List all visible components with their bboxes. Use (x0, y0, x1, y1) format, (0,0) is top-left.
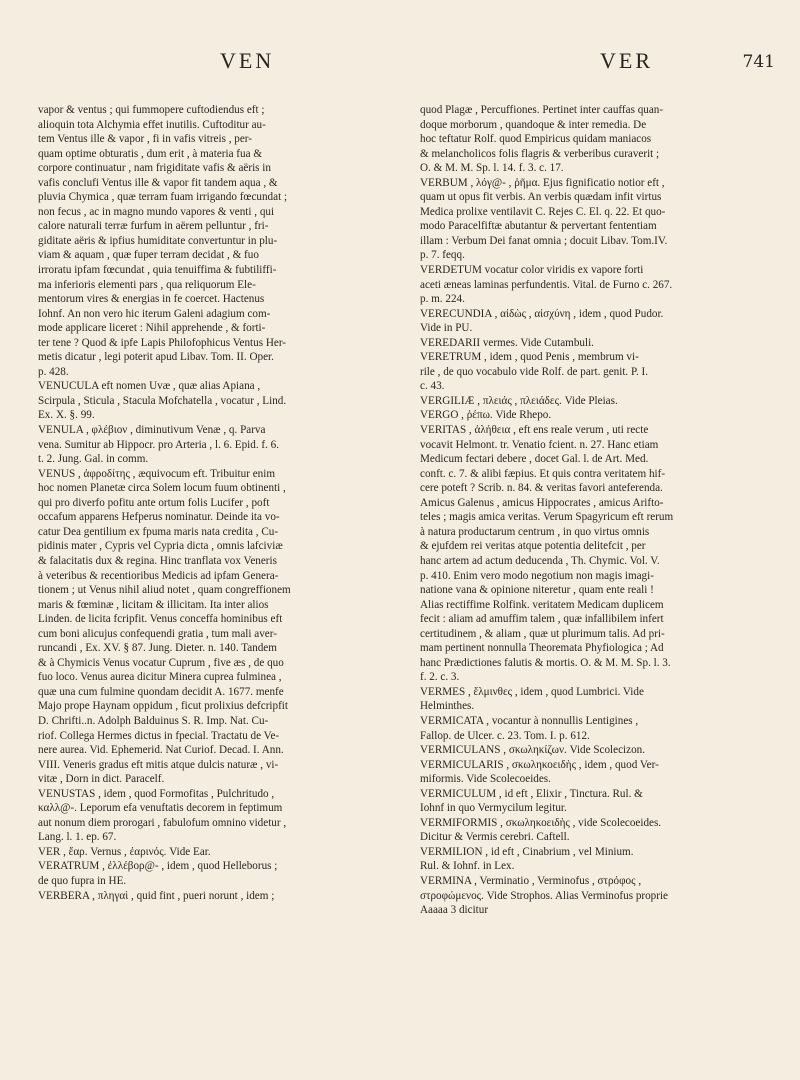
text-line: viam & aquam , quæ fuper terram decidat , & fuo (38, 249, 259, 262)
text-line: VERECUNDIA , αἰδὼς , αἰσχύνη , idem , quod Pudor. (420, 307, 664, 320)
text-line: mode applicare liceret : Nihil apprehende , & forti- (38, 322, 266, 335)
text-line: tionem ; ut Venus nihil aliud notet , quam congreffionem (38, 584, 291, 597)
right-column (420, 103, 774, 918)
text-line: καλλ@-. Leporum efa venuftatis decorem in feptimum (38, 802, 283, 815)
text-line: Majo prope Haynam oppidum , ficut prolixius defcripfit (38, 700, 288, 713)
text-line: pluvia Chymica , quæ terram fuam irrigando fœcundat ; (38, 191, 288, 204)
text-line: vocavit Helmont. tr. Venatio fcient. n. 27. Hanc etiam (420, 438, 659, 451)
text-line: irroratu ipfam fœcundat , quia tenuiffima & fubtiliffi- (38, 264, 277, 277)
text-line: hanc Prædictiones falutis & mortis. O. & M. M. Sp. l. 3. (420, 656, 671, 669)
text-line: calore naturali terræ furfum in aërem pelluntur , fri- (38, 220, 269, 233)
text-line: doque morborum , quandoque & inter remedia. De (420, 118, 647, 131)
text-line: mam pertinent nonnulla Theoremata Phyfiologica ; Ad (420, 642, 664, 655)
text-line: mentorum vires & energias in fe coercet. Hactenus (38, 293, 265, 306)
text-line: riof. Collega Hermes dictus in fpecial. Tractatu de Ve- (38, 729, 280, 742)
text-line: Iohnf. An non vero hic iterum Galeni adagium com- (38, 307, 271, 320)
text-line: VIII. Veneris gradus eft mitis atque dulcis naturæ , vi- (38, 758, 279, 771)
running-head-right: VER (600, 48, 653, 73)
text-line: VERGO , ῥέπω. Vide Rhepo. (420, 409, 552, 422)
text-line: Vide in PU. (420, 322, 473, 335)
text-line: VERMICATA , vocantur à nonnullis Lentigines , (420, 714, 639, 727)
text-line: c. 43. (420, 380, 445, 393)
text-line: metis dicatur , legi poterit apud Libav. Tom. II. Oper. (38, 351, 274, 364)
text-line: & à Chymicis Venus vocatur Cuprum , five æs , de quo (38, 656, 284, 669)
text-line: Lang. l. 1. ep. 67. (38, 831, 117, 844)
text-line: à natura productarum centrum , in quo virtus omnis (420, 525, 650, 538)
text-line: vafis conclufi Ventus ille & vapor fit tandem aqua , & (38, 176, 278, 189)
text-line: fuo loco. Venus aurea dicitur Minera cuprea fulminea , (38, 671, 282, 684)
text-line: modo Paracelfiftæ abutantur & pervertant fententiam (420, 220, 657, 233)
text-line: maris & fœminæ , licitam & illicitam. Ita inter alios (38, 598, 269, 611)
text-line: Scirpula , Sticula , Stacula Mofchatella , vocatur , Lind. (38, 394, 287, 407)
text-line: quam ut opus fit verbis. An verbis quædam infit virtus (420, 191, 662, 204)
text-line: certitudinem , & aliam , quæ ut plurimum talis. Ad pri- (420, 627, 665, 640)
text-line: Medica prolixe ventilavit C. Rejes C. El. q. 22. Et quo- (420, 205, 666, 218)
text-line: VERATRUM , ἐλλέβορ@- , idem , quod Helleborus ; (38, 860, 278, 873)
text-line: corpore continuatur , nam frigiditate vafis & aëris in (38, 162, 271, 175)
text-line: teles ; magis amica veritas. Verum Spagyricum eft rerum (420, 511, 674, 524)
text-line: VERMICULARIS , σκωληκοειδὴς , idem , quod Ver- (420, 758, 659, 771)
text-line: catur Dea gentilium ex fpuma maris nata credita , Cu- (38, 525, 279, 538)
text-line: VENULA , φλέβιον , diminutivum Venæ , q. Parva (38, 424, 266, 437)
text-line: natione vana & opinione niteretur , quam ente reali ! (420, 584, 654, 597)
text-line: ter tene ? Quod & ipfe Lapis Philofophicus Ventus Her- (38, 336, 287, 349)
text-line: hoc nomen Planetæ circa Solem locum fuum obtinenti , (38, 482, 286, 495)
text-line: Iohnf in quo Vermycilum legitur. (420, 802, 567, 815)
text-line: VENUSTAS , idem , quod Formofitas , Pulchritudo , (38, 787, 275, 800)
text-line: VENUCULA eft nomen Uvæ , quæ alias Apiana , (38, 380, 261, 393)
text-line: ma inferioris elementi pars , qua reliquorum Ele- (38, 278, 256, 291)
text-line: Aaaaa 3 dicitur (420, 904, 489, 917)
left-column (38, 103, 388, 903)
text-line: de quo fupra in HE. (38, 874, 127, 887)
text-line: aceti æneas laminas perfundentis. Vital. de Furno c. 267. (420, 278, 673, 291)
text-line: VERBERA , πληγαὶ , quid fint , pueri norunt , idem ; (38, 889, 275, 902)
text-line: p. 428. (38, 365, 69, 378)
text-line: quæ una cum fulmine quondam decidit A. 1677. menfe (38, 685, 284, 698)
text-line: Rul. & Iohnf. in Lex. (420, 860, 515, 873)
text-line: runcandi , Ex. XV. § 87. Jung. Dieter. n. 140. Tandem (38, 642, 277, 655)
text-line: Medicum fectari debere , docet Gal. l. de Art. Med. (420, 453, 649, 466)
text-line: vapor & ventus ; qui fummopere cuftodiendus eft ; (38, 104, 265, 116)
page-number: 741 (742, 52, 775, 72)
text-line: VERMILION , id eft , Cinabrium , vel Minium. (420, 845, 634, 858)
text-line: qui pro diverfo pofitu ante ortum folis Lucifer , poft (38, 496, 270, 509)
text-line: VERDETUM vocatur color viridis ex vapore forti (420, 264, 644, 277)
text-line: cum boni alicujus confequendi gratia , tum mali aver- (38, 627, 277, 640)
text-line: t. 2. Jung. Gal. in comm. (38, 453, 149, 466)
text-line: pidinis mater , Cypris vel Cypria dicta , omnis lafciviæ (38, 540, 283, 553)
text-line: cere poteft ? Scrib. n. 84. & veritas favori anteferenda. (420, 482, 663, 495)
text-line: VERMICULANS , σκωληκίζων. Vide Scolecizon. (420, 744, 645, 757)
text-line: VERMIFORMIS , σκωληκοειδὴς , vide Scolecoeides. (420, 816, 662, 829)
text-line: VERMICULUM , id eft , Elixir , Tinctura. Rul. & (420, 787, 643, 800)
page-header (40, 48, 775, 84)
text-line: στροφώμενος. Vide Strophos. Alias Verminofus proprie (420, 889, 668, 902)
text-line: VERETRUM , idem , quod Penis , membrum vi- (420, 351, 639, 364)
text-line: p. 410. Enim vero modo negotium non magis imagi- (420, 569, 654, 582)
text-line: hoc teftatur Rolf. quod Empiricus quidam maniacos (420, 133, 652, 146)
text-line: Alias rectiffime Rolfink. veritatem Medicam duplicem (420, 598, 664, 611)
text-line: Dicitur & Vermis cerebri. Caftell. (420, 831, 570, 844)
text-line: Fallop. de Ulcer. c. 23. Tom. I. p. 612. (420, 729, 590, 742)
text-line: VERGILIÆ , πλειάς , πλειάδες. Vide Pleias. (420, 394, 618, 407)
text-line: fecit : aliam ad amuffim talem , quæ infallibilem infert (420, 613, 664, 626)
text-line: & melancholicos folis flagris & verberibus curaverit ; (420, 147, 660, 160)
text-line: à veteribus & recentioribus Medicis ad ipfam Genera- (38, 569, 279, 582)
text-line: VERBUM , λόγ@- , ῥῆμα. Ejus fignificatio notior eft , (420, 176, 665, 189)
text-line: & ejufdem rei veritas atque potentia delitefcit , per (420, 540, 646, 553)
text-line: VENUS , ἀφροδίτης , æquivocum eft. Tribuitur enim (38, 467, 275, 480)
text-line: giditate aëris & ipfius humiditate convertuntur in plu- (38, 234, 278, 247)
text-line: occafum apparens Hefperus nominatur. Deinde ita vo- (38, 511, 280, 524)
text-line: O. & M. M. Sp. l. 14. f. 3. c. 17. (420, 162, 564, 175)
text-line: quam optime obturatis , dum erit , à materia fua & (38, 147, 262, 160)
text-line: miformis. Vide Scolecoeides. (420, 773, 551, 786)
text-line: D. Chrifti..n. Adolph Balduinus S. R. Imp. Nat. Cu- (38, 714, 269, 727)
text-line: VERMES , ἕλμινθες , idem , quod Lumbrici. Vide (420, 685, 644, 698)
text-line: non fecus , ac in magno mundo vapores & venti , qui (38, 205, 275, 218)
text-line: Helminthes. (420, 700, 475, 713)
text-line: VEREDARII vermes. Vide Cutambuli. (420, 336, 594, 349)
text-line: VER , ἔαρ. Vernus , ἐαρινός. Vide Ear. (38, 845, 211, 858)
text-line: VERMINA , Verminatio , Verminofus , στρόφος , (420, 874, 642, 887)
text-line: tem Ventus ille & vapor , fi in vafis vitreis , per- (38, 133, 252, 146)
text-line: illam : Verbum Dei fanat omnia ; docuit Libav. Tom.IV. (420, 234, 668, 247)
text-line: nere aurea. Vid. Ephemerid. Nat Curiof. Decad. I. Ann. (38, 744, 284, 757)
text-line: conft. c. 7. & alibi fæpius. Et quis contra veritatem hif- (420, 467, 666, 480)
running-head-left: VEN (220, 48, 275, 73)
text-line: VERITAS , ἀλήθεια , eft ens reale verum , uti recte (420, 424, 649, 437)
text-line: quod Plagæ , Percuffiones. Pertinet inter cauffas quan- (420, 104, 664, 116)
text-line: rile , de quo vocabulo vide Rolf. de part. genit. P. I. (420, 365, 649, 378)
text-line: aut nonum diem prorogari , fabulofum omnino videtur , (38, 816, 287, 829)
text-line: p. 7. feqq. (420, 249, 465, 262)
text-line: vena. Sumitur ab Hippocr. pro Arteria , l. 6. Epid. f. 6. (38, 438, 280, 451)
text-line: Ex. X. §. 99. (38, 409, 95, 422)
text-line: vitæ , Dorn in dict. Paracelf. (38, 773, 165, 786)
text-line: alioquin tota Alchymia effet inutilis. Cuftoditur au- (38, 118, 266, 131)
text-line: Amicus Galenus , amicus Hippocrates , amicus Arifto- (420, 496, 664, 509)
text-line: f. 2. c. 3. (420, 671, 460, 684)
text-line: hanc artem ad actum deducenda , Th. Chymic. Vol. V. (420, 554, 660, 567)
text-line: Linden. de licita fcripfit. Venus conceffa hominibus eft (38, 613, 283, 626)
text-line: p. m. 224. (420, 293, 465, 306)
text-line: & falacitatis dux & regina. Hinc tranflata vox Veneris (38, 554, 277, 567)
